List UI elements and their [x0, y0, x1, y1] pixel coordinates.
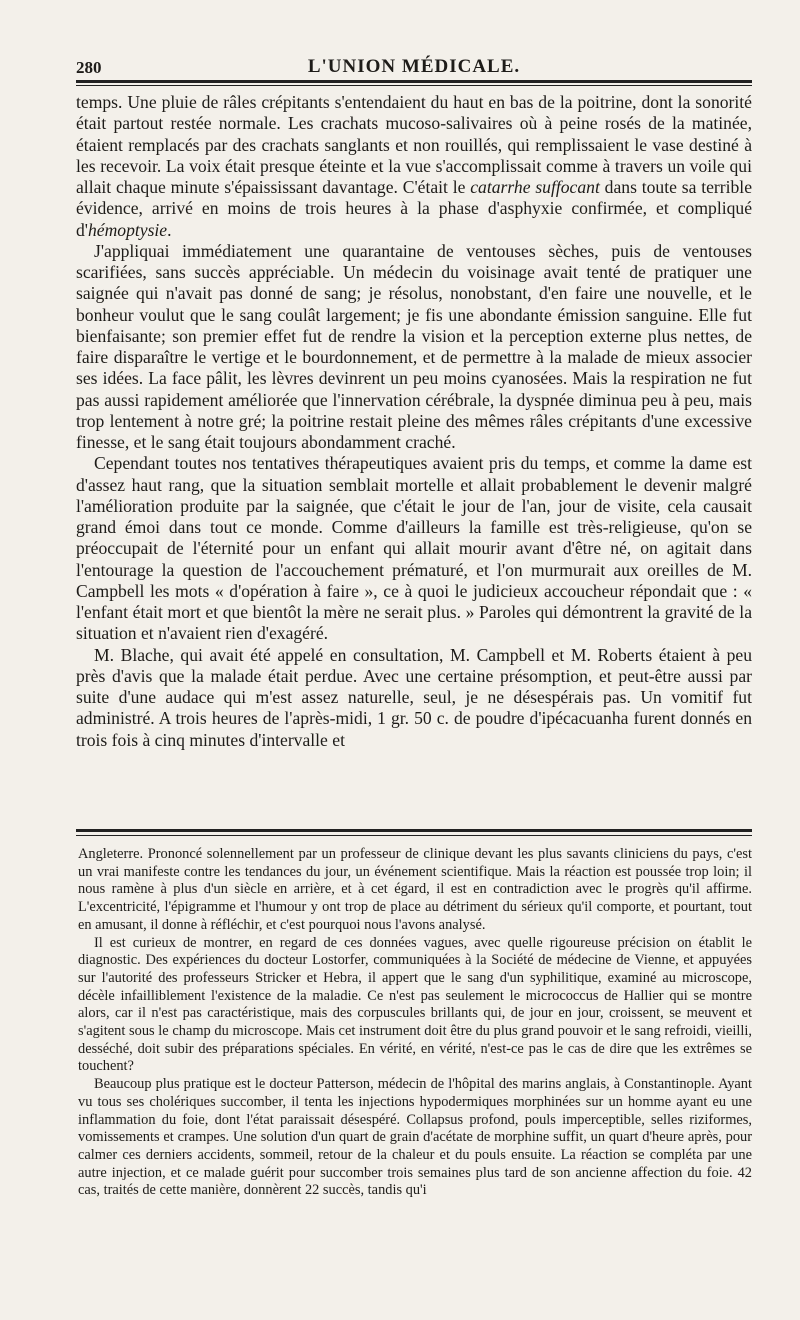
- footnote-paragraph-3: Beaucoup plus pratique est le docteur Patterson, médecin de l'hôpital des marins anglais, à Constantinople. Ayant vu tous ses cholériques succomber, il tenta les injections hypodermiques morphinées sur un homme ayant eu une inflammation du foie, dont l'état paraissait désespéré. Collapsus profond, pouls imperceptible, selles riziformes, vomissements et crampes. Une solution d'un quart de grain d'acétate de morphine suffit, un quart d'heure après, pour calmer ces derniers accidents, sommeil, retour de la chaleur et du pouls ensuite. La réaction se compléta par une autre injection, et ce malade guérit pour succomber trois semaines plus tard de son ancienne affection du foie. 42 cas, traités de cette manière, donnèrent 22 succès, tandis qu'i: [78, 1076, 752, 1199]
- footnote-paragraph-2: Il est curieux de montrer, en regard de ces données vagues, avec quelle rigoureuse précision on établit le diagnostic. Des expériences du docteur Lostorfer, communiquées à la Société de médecine de Vienne, et appuyées sur l'autorité des professeurs Stricker et Hebra, il appert que le sang d'un syphilitique, examiné au microscope, décèle infailliblement l'existence de la maladie. Ce n'est pas seulement le micrococcus de Hallier qui se montre alors, car il n'est pas caractéristique, mais des corpuscules brillants qui, de jour en jour, croissent, se meuvent et s'agitent sous le champ du microscope. Mais cet instrument doit être du plus grand pouvoir et le sang refroidi, vieilli, desséché, doit subir des préparations spéciales. En vérité, en vérité, n'est-ce pas le cas de dire que les extrêmes se touchent?: [78, 934, 752, 1075]
- main-body-text: [76, 92, 752, 751]
- paragraph-1: [76, 92, 752, 241]
- paragraph-2: J'appliquai immédiatement une quarantaine de ventouses sèches, puis de ventouses scarifiées, sans succès appréciable. Un médecin du voisinage avait tenté de pratiquer une saignée qui n'avait pas donné de sang; je résolus, nonobstant, d'en faire une nouvelle, et le bonheur voulut que le sang coulât largement; je fis une abondante émission sanguine. Elle fut bienfaisante; son premier effet fut de rendre la vision et la perception externe plus nettes, de faire disparaître le vertige et le bourdonnement, et de permettre à la malade de mieux associer ses idées. La face pâlit, les lèvres devinrent un peu moins cyanosées. Mais la respiration ne fut pas aussi rapidement améliorée que l'innervation cérébrale, la dyspnée diminua peu à peu, mais trop lentement à notre gré; la poitrine restait pleine des mêmes râles crépitants d'une excessive finesse, et le sang était toujours abondamment craché.: [76, 240, 752, 452]
- footnote-rule-thin: [76, 835, 752, 836]
- paragraph-3: Cependant toutes nos tentatives thérapeutiques avaient pris du temps, et comme la dame est d'assez haut rang, que la situation semblait mortelle et allait probablement le devenir malgré l'amélioration produite par la saignée, que c'était le jour de l'an, jour de visite, cela causait grand émoi dans tout ce monde. Comme d'ailleurs la famille est très-religieuse, qu'on se préoccupait de l'éternité pour un enfant qui allait mourir avant d'être né, on agitait dans l'entourage la question de l'accouchement prématuré, et l'on murmurait aux oreilles de M. Campbell les mots « d'opération à faire », ce à quoi le judicieux accoucheur répondait que : « l'enfant était mort et que bientôt la mère ne serait plus. » Paroles qui démontrent la gravité de la situation et n'avaient rien d'exagéré.: [76, 453, 752, 644]
- paragraph-1-part-b: dans toute sa terrible évidence, arrivé en moins de trois heures à la phase d'asphyxie confirmée, et compliqué d': [76, 177, 753, 240]
- header-rule-thin: [76, 85, 752, 86]
- italic-term-hemoptysie: hémoptysie: [87, 219, 168, 240]
- page-number: 280: [76, 58, 102, 77]
- running-title: L'UNION MÉDICALE.: [307, 56, 521, 77]
- footnote-paragraph-1: Angleterre. Prononcé solennellement par un professeur de clinique devant les plus savants cliniciens du pays, c'est un vrai manifeste contre les tendances du jour, un événement scientifique. Mais la réaction est poussée trop loin; il nous ramène à plus d'un siècle en arrière, et à cet égard, il est en contradiction avec le progrès qu'il affirme. L'excentricité, l'épigramme et l'humour y ont trop de place au détriment du sérieux qu'il comporte, et pourtant, tout en amusant, il donne à réfléchir, et c'est pourquoi nous l'avons analysé.: [78, 846, 752, 933]
- paragraph-1-part-a: temps. Une pluie de râles crépitants s'entendaient du haut en bas de la poitrine, dont la sonorité était partout restée normale. Les crachats mucoso-salivaires où à peine rosés de la matinée, étaient remplacés par des crachats sanglants et non rouillés, qui remplissaient le vase destiné à les recevoir. La voix était presque éteinte et la vue s'accomplissait comme à travers un voile qui allait chaque minute s'épaississant davantage. C'était le: [76, 92, 752, 197]
- header-rule-thick: [76, 80, 752, 83]
- footnote-rule-thick: [76, 829, 752, 832]
- italic-term-catarrhe: catarrhe suffocant: [470, 177, 600, 197]
- footnote-text: [78, 846, 752, 1200]
- page-header: [76, 42, 752, 78]
- paragraph-1-part-c: .: [167, 219, 172, 240]
- paragraph-4: M. Blache, qui avait été appelé en consultation, M. Campbell et M. Roberts étaient à peu près d'avis que la malade était perdue. Avec une certaine présomption, et peut-être aussi par suite d'une audace qui m'est assez naturelle, seul, je ne désespérais pas. Un vomitif fut administré. A trois heures de l'après-midi, 1 gr. 50 c. de poudre d'ipécacuanha furent donnés en trois fois à cinq minutes d'intervalle et: [76, 644, 752, 750]
